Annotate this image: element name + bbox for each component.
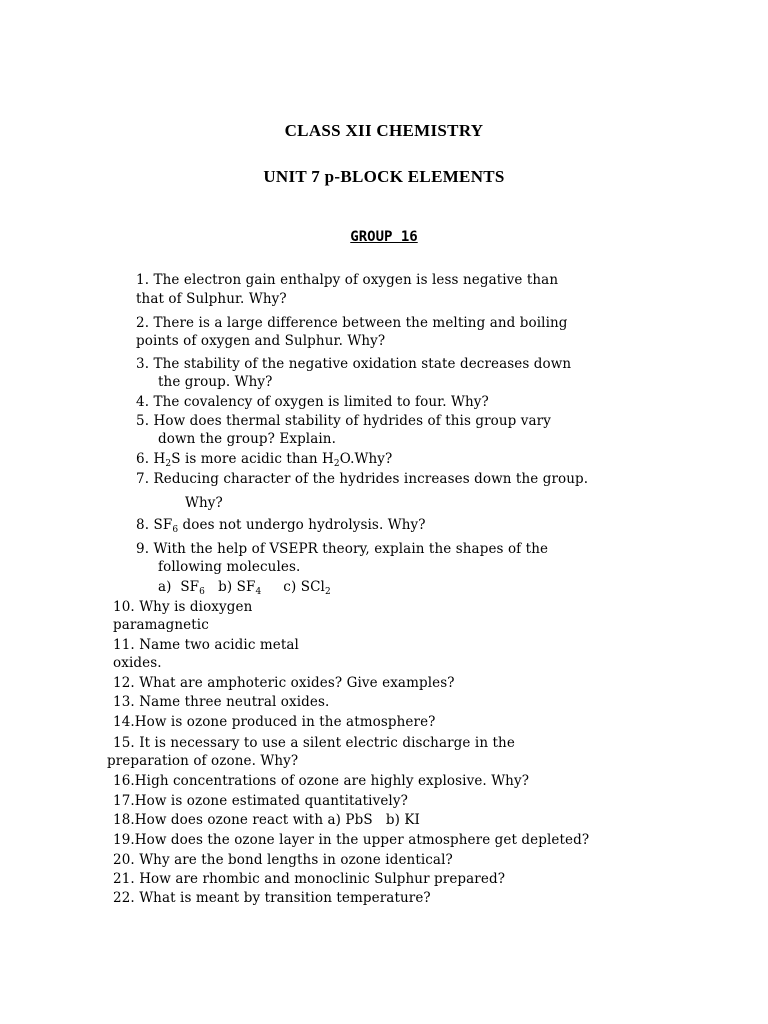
question-text: The stability of the negative oxidation state decreases down [153, 356, 572, 372]
subscript: 6 [199, 587, 205, 597]
option-formula: SF [180, 579, 200, 595]
question-text: It is necessary to use a silent electric discharge in the [139, 735, 515, 751]
question-22 [113, 889, 431, 907]
question-text: How is ozone estimated quantitatively? [134, 793, 408, 809]
question-1 [136, 271, 558, 289]
question-number: 20. [113, 852, 135, 868]
question-number: 15. [113, 735, 135, 751]
question-8 [136, 516, 426, 534]
question-16 [113, 772, 529, 790]
question-11-cont [113, 654, 162, 672]
question-text: How are rhombic and monoclinic Sulphur prepared? [139, 871, 506, 887]
question-number: 21. [113, 871, 135, 887]
question-11 [113, 636, 299, 654]
question-number: 16. [113, 773, 135, 789]
question-text: How does ozone react with a) PbS b) KI [134, 812, 420, 828]
question-2-cont [136, 332, 385, 350]
question-text: The electron gain enthalpy of oxygen is less negative than [153, 272, 559, 288]
question-number: 22. [113, 890, 135, 906]
question-text: S is more acidic than H [171, 451, 334, 467]
question-9-cont [158, 558, 300, 576]
subscript: 6 [172, 525, 179, 535]
option-formula: SCl [300, 579, 325, 595]
question-number: 2. [136, 315, 150, 331]
question-number: 12. [113, 675, 135, 691]
question-text: What are amphoteric oxides? Give examples? [139, 675, 455, 691]
formula-part: SF [153, 517, 173, 533]
question-10-cont [113, 616, 209, 634]
question-text: Why? [185, 495, 223, 511]
question-6 [136, 450, 392, 468]
question-text: down the group? Explain. [158, 431, 336, 447]
question-14 [113, 713, 436, 731]
option-label: a) [158, 579, 172, 595]
question-number: 6. [136, 451, 150, 467]
question-number: 17. [113, 793, 135, 809]
question-text: preparation of ozone. Why? [107, 753, 299, 769]
question-number: 18. [113, 812, 135, 828]
question-text: O.Why? [339, 451, 393, 467]
question-21 [113, 870, 505, 888]
question-text: does not undergo hydrolysis. Why? [178, 517, 426, 533]
question-text: following molecules. [158, 559, 301, 575]
question-text: Name two acidic metal [139, 637, 299, 653]
question-number: 5. [136, 413, 150, 429]
question-1-cont [136, 290, 287, 308]
question-text: Name three neutral oxides. [139, 694, 330, 710]
question-17 [113, 792, 408, 810]
question-text: that of Sulphur. Why? [136, 291, 287, 307]
question-number: 8. [136, 517, 150, 533]
question-4 [136, 393, 489, 411]
question-3-cont [158, 373, 272, 391]
question-text: How does thermal stability of hydrides of this group vary [153, 413, 551, 429]
question-text: oxides. [113, 655, 162, 671]
question-text: points of oxygen and Sulphur. Why? [136, 333, 386, 349]
question-15 [113, 734, 515, 752]
question-3 [136, 355, 571, 373]
question-9-options [158, 578, 331, 596]
question-number: 3. [136, 356, 150, 372]
question-text: What is meant by transition temperature? [139, 890, 431, 906]
question-13 [113, 693, 329, 711]
subscript: 2 [333, 459, 340, 469]
question-text: Why are the bond lengths in ozone identical? [139, 852, 453, 868]
question-15-cont [107, 752, 298, 770]
subscript: 2 [324, 587, 331, 597]
question-text: With the help of VSEPR theory, explain the shapes of the [153, 541, 549, 557]
question-text: The covalency of oxygen is limited to four. Why? [153, 394, 489, 410]
question-7 [136, 470, 588, 488]
question-2 [136, 314, 568, 332]
subscript: 4 [255, 587, 262, 597]
question-text: High concentrations of ozone are highly explosive. Why? [134, 773, 530, 789]
question-number: 1. [136, 272, 150, 288]
formula-part: H [153, 451, 166, 467]
question-12 [113, 674, 455, 692]
question-text: the group. Why? [158, 374, 273, 390]
formula-h2s [154, 451, 393, 467]
question-number: 19. [113, 832, 135, 848]
question-5-cont [158, 430, 336, 448]
question-20 [113, 851, 453, 869]
question-text: How does the ozone layer in the upper atmosphere get depleted? [134, 832, 590, 848]
option-label: b) [218, 579, 233, 595]
group-heading: GROUP 16 [350, 229, 418, 245]
question-text: There is a large difference between the melting and boiling [153, 315, 568, 331]
question-number: 7. [136, 471, 150, 487]
question-number: 9. [136, 541, 150, 557]
question-text: How is ozone produced in the atmosphere? [134, 714, 436, 730]
question-18 [113, 811, 420, 829]
subscript: 2 [165, 459, 172, 469]
question-number: 10. [113, 599, 135, 615]
question-text: paramagnetic [113, 617, 209, 633]
question-19 [113, 831, 589, 849]
question-text: Reducing character of the hydrides increases down the group. [153, 471, 589, 487]
question-number: 14. [113, 714, 135, 730]
question-10 [113, 598, 252, 616]
option-label: c) [283, 579, 297, 595]
option-formula: SF [236, 579, 256, 595]
class-title: CLASS XII CHEMISTRY [284, 121, 484, 140]
unit-title: UNIT 7 p-BLOCK ELEMENTS [263, 167, 505, 186]
question-number: 4. [136, 394, 150, 410]
question-9 [136, 540, 548, 558]
question-number: 11. [113, 637, 135, 653]
question-7-cont [185, 494, 223, 512]
question-5 [136, 412, 551, 430]
question-number: 13. [113, 694, 135, 710]
question-text: Why is dioxygen [139, 599, 253, 615]
